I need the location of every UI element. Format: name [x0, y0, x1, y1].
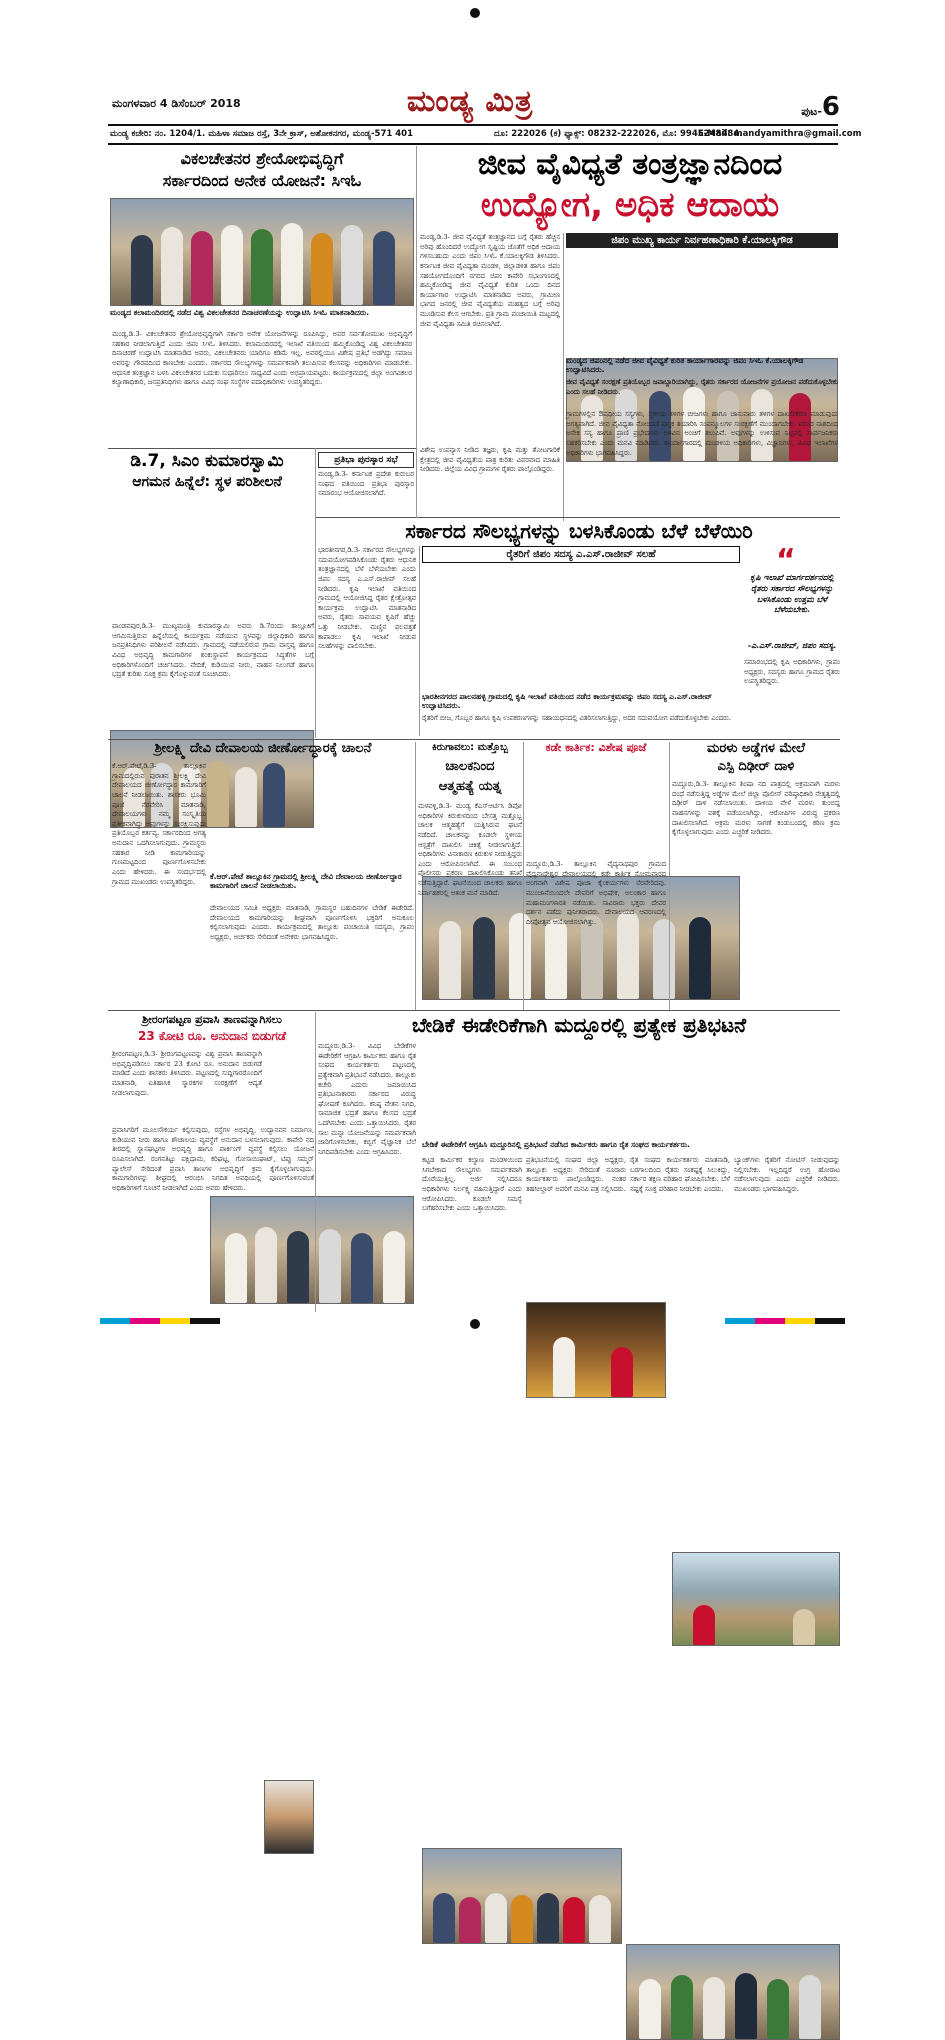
disabled-welfare-headline-1: ವಿಕಲಚೇತನರ ಶ್ರೇಯೋಭಿವೃದ್ಧಿಗೆ	[180, 149, 344, 168]
maddur-body-col1: ಮದ್ದೂರು,ಡಿ.3- ವಿವಿಧ ಬೇಡಿಕೆಗಳ ಈಡೇರಿಕೆಗೆ ಆಗ್ರಹಿಸಿ ಕಾರ್ಮಿಕರು ಹಾಗೂ ರೈತ ಸಂಘದ ಕಾರ್ಯಕರ್ತರು ಪಟ್ಟಣದಲ್ಲಿ ಪ್ರತ್ಯೇಕವಾಗಿ ಪ್ರತಿಭಟನೆ ನಡೆಸಿದರು. ತಾಲ್ಲೂಕು ಕಚೇರಿ ಎದುರು ಜಮಾಯಿಸಿದ ಪ್ರತಿಭಟನಾಕಾರರು ಸರ್ಕಾರದ ವಿರುದ್ಧ ಘೋಷಣೆ ಕೂಗಿದರು. ಕನಿಷ್ಠ ವೇತನ ನಿಗದಿ, ಸಾಮಾಜಿಕ ಭದ್ರತೆ ಹಾಗೂ ಕೆಲಸದ ಭದ್ರತೆ ಒದಗಿಸಬೇಕು ಎಂದು ಒತ್ತಾಯಿಸಿದರು. ರೈತರ ಸಾಲ ಮನ್ನಾ ಯೋಜನೆಯನ್ನು ಸಮರ್ಪಕವಾಗಿ ಜಾರಿಗೊಳಿಸಬೇಕು, ಕಬ್ಬಿಗೆ ವೈಜ್ಞಾನಿಕ ಬೆಲೆ ನಿಗದಿಪಡಿಸಬೇಕು ಎಂದು ಆಗ್ರಹಿಸಿದರು.	[318, 1042, 416, 1157]
maddur-headline: ಬೇಡಿಕೆ ಈಡೇರಿಕೆಗಾಗಿ ಮದ್ದೂರಲ್ಲಿ ಪ್ರತ್ಯೇಕ ಪ್ರತಿಭಟನೆ	[411, 1013, 747, 1037]
maddur-body-col3: ಪ್ರತಿಭಟನೆಯಲ್ಲಿ ಸಂಘದ ಜಿಲ್ಲಾ ಅಧ್ಯಕ್ಷರು, ತಾಲ್ಲೂಕು ಅಧ್ಯಕ್ಷರು ಸೇರಿದಂತೆ ನೂರಾರು ಕಾರ್ಯಕರ್ತರು ಪಾಲ್ಗೊಂಡಿದ್ದರು. ನಂತರ ತಹಸೀಲ್ದಾರ್ ಅವರಿಗೆ ಮನವಿ ಪತ್ರ ಸಲ್ಲಿಸಿದರು.	[526, 1156, 626, 1193]
maddur-caption: ಬೇಡಿಕೆ ಈಡೇರಿಕೆಗೆ ಆಗ್ರಹಿಸಿ ಮದ್ದೂರಿನಲ್ಲಿ ಪ್ರತಿಭಟನೆ ನಡೆಸಿದ ಕಾರ್ಮಿಕರು ಹಾಗೂ ರೈತ ಸಂಘದ ಕಾರ್ಯಕರ್ತರು.	[422, 1140, 690, 1149]
color-registration-bar-left	[100, 1318, 220, 1324]
biodiversity-caption: ಮಂಡ್ಯದ ಜಿಪಂನಲ್ಲಿ ನಡೆದ ಜೀವ ವೈವಿಧ್ಯತೆ ಕುರಿತ ಕಾರ್ಯಾಗಾರವನ್ನು ಜಿಪಂ ಸಿಇಓ ಕೆ.ಯಾಲಕ್ಕಿಗೌಡ ಉದ್ಘಾಟಿಸಿದರು.	[566, 356, 804, 374]
kirugavalu-headline-3: ಆತ್ಮಹತ್ಯೆ ಯತ್ನ	[438, 779, 502, 794]
cm-visit-headline-1: ಡಿ.7, ಸಿಎಂ ಕುಮಾರಸ್ವಾಮಿ	[130, 451, 284, 471]
govt-schemes-col-divider	[419, 546, 420, 736]
srirangapatna-headline-2: 23 ಕೋಟಿ ರೂ. ಅನುದಾನ ಬಿಡುಗಡೆ	[138, 1029, 286, 1043]
cm-visit-headline-2: ಆಗಮನ ಹಿನ್ನೆಲೆ: ಸ್ಥಳ ಪರಿಶೀಲನೆ	[132, 474, 282, 490]
quote-mark-icon: “	[776, 543, 796, 578]
pratibha-headline: ಪ್ರತಿಭಾ ಪುರಸ್ಕಾರ ಸಭೆ	[318, 452, 414, 468]
karthika-photo	[526, 1302, 666, 1398]
srirangapatna-headline-1: ಶ್ರೀರಂಗಪಟ್ಟಣ ಪ್ರವಾಸಿ ತಾಣವನ್ನಾಗಿಸಲು	[142, 1013, 282, 1026]
cm-visit-body: ಪಾಂಡವಪುರ,ಡಿ.3- ಮುಖ್ಯಮಂತ್ರಿ ಕುಮಾರಸ್ವಾಮಿ ಅವರು ಡಿ.7ರಂದು ತಾಲ್ಲೂಕಿಗೆ ಆಗಮಿಸುತ್ತಿರುವ ಹಿನ್ನೆಲೆಯಲ್ಲಿ ಕಾರ್ಯಕ್ರಮ ನಡೆಯುವ ಸ್ಥಳವನ್ನು ಜಿಲ್ಲಾಧಿಕಾರಿ ಹಾಗೂ ಜನಪ್ರತಿನಿಧಿಗಳು ಪರಿಶೀಲನೆ ನಡೆಸಿದರು. ಗ್ರಾಮದಲ್ಲಿ ನಡೆಯಲಿರುವ ಗ್ರಾಮ ವಾಸ್ತವ್ಯ ಹಾಗೂ ವಿವಿಧ ಅಭಿವೃದ್ಧಿ ಕಾಮಗಾರಿಗಳ ಶಂಕುಸ್ಥಾಪನೆ ಕಾರ್ಯಕ್ರಮದ ಸಿದ್ಧತೆಗಳ ಬಗ್ಗೆ ಅಧಿಕಾರಿಗಳೊಂದಿಗೆ ಚರ್ಚಿಸಿದರು. ವೇದಿಕೆ, ಕುಡಿಯುವ ನೀರು, ವಾಹನ ನಿಲುಗಡೆ ಹಾಗೂ ಭದ್ರತೆ ಕುರಿತು ಸೂಕ್ತ ಕ್ರಮ ಕೈಗೊಳ್ಳುವಂತೆ ಸೂಚಿಸಿದರು.	[112, 622, 314, 679]
masthead-logo: ಮಂಡ್ಯ ಮಿತ್ರ	[406, 84, 534, 119]
left-column-divider	[315, 448, 316, 738]
kirugavalu-headline-2: ಚಾಲಕನಿಂದ	[445, 759, 495, 774]
office-email: E-Mail: mandyamithra@gmail.com	[698, 129, 862, 139]
govt-schemes-caption: ಭಾರತೀನಗರದ ಪಾಲನಹಳ್ಳಿ ಗ್ರಾಮದಲ್ಲಿ ಕೃಷಿ ಇಲಾಖೆ ವತಿಯಿಂದ ನಡೆದ ಕಾರ್ಯಕ್ರಮವನ್ನು ಜಿಪಂ ಸದಸ್ಯ ಎ.ಎಸ್.ರಾಜೀವ್ ಉದ್ಘಾಟಿಸಿದರು.	[422, 692, 712, 710]
sand-body: ಮದ್ದೂರು,ಡಿ.3- ತಾಲ್ಲೂಕಿನ ಶಿಂಷಾ ನದಿ ಪಾತ್ರದಲ್ಲಿ ಅಕ್ರಮವಾಗಿ ಮರಳು ದಂಧೆ ನಡೆಸುತ್ತಿದ್ದ ಅಡ್ಡೆಗಳ ಮೇಲೆ ಜಿಲ್ಲಾ ಪೊಲೀಸ್ ವರಿಷ್ಠಾಧಿಕಾರಿ ನೇತೃತ್ವದಲ್ಲಿ ದಿಢೀರ್ ದಾಳಿ ನಡೆಸಲಾಯಿತು. ದಾಳಿಯ ವೇಳೆ ಮರಳು ತುಂಬಿದ್ದ ವಾಹನಗಳನ್ನು ವಶಕ್ಕೆ ಪಡೆಯಲಾಗಿದ್ದು, ಆರೋಪಿಗಳ ವಿರುದ್ಧ ಪ್ರಕರಣ ದಾಖಲಿಸಲಾಗಿದೆ. ಅಕ್ರಮ ಮರಳು ಸಾಗಣೆ ಕಂಡುಬಂದಲ್ಲಿ ಕಠಿಣ ಕ್ರಮ ಕೈಗೊಳ್ಳಲಾಗುವುದು ಎಂದು ಎಚ್ಚರಿಕೆ ನೀಡಿದರು.	[672, 780, 840, 837]
sand-headline-1: ಮರಳು ಅಡ್ಡೆಗಳ ಮೇಲೆ	[707, 741, 805, 756]
kirugavalu-body: ಮಳವಳ್ಳಿ,ಡಿ.3- ಮಂಡ್ಯ ಕೆಎಸ್ಆರ್ಟಿಸಿ ಡಿಪೋ ಅಧಿಕಾರಿಗಳ ಕಿರುಕುಳದಿಂದ ಬೇಸತ್ತ ಮತ್ತೊಬ್ಬ ಚಾಲಕ ಆತ್ಮಹತ್ಯೆಗೆ ಯತ್ನಿಸಿರುವ ಘಟನೆ ನಡೆದಿದೆ. ಚಾಲಕನನ್ನು ಕೂಡಲೇ ಸ್ಥಳೀಯ ಆಸ್ಪತ್ರೆಗೆ ದಾಖಲಿಸಿ ಚಿಕಿತ್ಸೆ ನೀಡಲಾಗುತ್ತಿದೆ. ಅಧಿಕಾರಿಗಳು ವಿನಾಕಾರಣ ಕಿರುಕುಳ ನೀಡುತ್ತಿದ್ದರು ಎಂದು ಆರೋಪಿಸಲಾಗಿದೆ. ಈ ಸಂಬಂಧ ಪೊಲೀಸರು ಪ್ರಕರಣ ದಾಖಲಿಸಿಕೊಂಡು ತನಿಖೆ ನಡೆಸುತ್ತಿದ್ದಾರೆ. ಘಟನೆಯಿಂದ ಚಾಲಕರು ಹಾಗೂ ನಿರ್ವಾಹಕರಲ್ಲಿ ಆತಂಕ ಮನೆ ಮಾಡಿದೆ.	[418, 802, 522, 897]
disabled-welfare-photo	[110, 198, 414, 306]
biodiversity-body-col2: ಜೀವ ವೈವಿಧ್ಯತೆ ಸಂರಕ್ಷಣೆ ಪ್ರತಿಯೊಬ್ಬರ ಜವಾಬ್ದಾರಿಯಾಗಿದ್ದು, ರೈತರು ಸರ್ಕಾರದ ಯೋಜನೆಗಳ ಪ್ರಯೋಜನ ಪಡೆದುಕೊಳ್ಳಬೇಕು ಎಂದು ಸಲಹೆ ನೀಡಿದರು.	[566, 378, 838, 396]
govt-schemes-pull-quote-author: -ಎ.ಎಸ್.ರಾಜೀವ್, ಜಿಪಂ ಸದಸ್ಯ.	[747, 640, 837, 650]
office-address: ಮಂಡ್ಯ ಕಚೇರಿ: ನಂ. 1204/1. ಮಹಿಳಾ ಸಮಾಜ ರಸ್ತೆ, 3ನೇ ಕ್ರಾಸ್, ಅಶೋಕನಗರ, ಮಂಡ್ಯ-571 401	[110, 129, 413, 139]
biodiversity-body-col4: ವಿಶೇಷ ಉಪನ್ಯಾಸ ನೀಡಿದ ತಜ್ಞರು, ಕೃಷಿ ಮತ್ತು ತೋಟಗಾರಿಕೆ ಕ್ಷೇತ್ರದಲ್ಲಿ ಜೀವ ವೈವಿಧ್ಯತೆಯ ಪಾತ್ರ ಕುರಿತು ವಿವರವಾದ ಮಾಹಿತಿ ನೀಡಿದರು. ಜಿಲ್ಲೆಯ ವಿವಿಧ ಗ್ರಾಮಗಳ ರೈತರು ಪಾಲ್ಗೊಂಡಿದ್ದರು.	[420, 446, 560, 474]
srirangapatna-portrait	[264, 1780, 314, 1854]
masthead-rule-bottom	[108, 143, 838, 145]
srirangapatna-body-col2: ಪ್ರವಾಸಿಗರಿಗೆ ಮೂಲಸೌಕರ್ಯ ಕಲ್ಪಿಸುವುದು, ರಸ್ತೆಗಳ ಅಭಿವೃದ್ಧಿ, ಉದ್ಯಾನವನ ನಿರ್ಮಾಣ, ಕುಡಿಯುವ ನೀರು ಹಾಗೂ ಶೌಚಾಲಯ ವ್ಯವಸ್ಥೆಗೆ ಅನುದಾನ ಬಳಸಲಾಗುವುದು. ಕಾವೇರಿ ನದಿ ತೀರದಲ್ಲಿ ಸ್ನಾನಘಟ್ಟಗಳ ಅಭಿವೃದ್ಧಿ ಹಾಗೂ ಪಾರ್ಕಿಂಗ್ ವ್ಯವಸ್ಥೆ ಕಲ್ಪಿಸಲು ಯೋಜನೆ ರೂಪಿಸಲಾಗಿದೆ. ರಂಗನತಿಟ್ಟು ಪಕ್ಷಿಧಾಮ, ಕರಿಘಟ್ಟ, ಗೋಸಾಯಿಘಾಟ್, ಟಿಪ್ಪು ಸಮ್ಮರ್ ಪ್ಯಾಲೇಸ್ ಸೇರಿದಂತೆ ಪ್ರವಾಸಿ ತಾಣಗಳ ಅಭಿವೃದ್ಧಿಗೆ ಕ್ರಮ ಕೈಗೊಳ್ಳಲಾಗುವುದು. ಕಾಮಗಾರಿಗಳನ್ನು ಶೀಘ್ರದಲ್ಲಿ ಆರಂಭಿಸಿ ನಿಗದಿತ ಅವಧಿಯಲ್ಲಿ ಪೂರ್ಣಗೊಳಿಸುವಂತೆ ಅಧಿಕಾರಿಗಳಿಗೆ ಸೂಚನೆ ನೀಡಲಾಗಿದೆ ಎಂದು ಅವರು ಹೇಳಿದರು.	[112, 1126, 314, 1192]
govt-schemes-body-col1: ಭಾರತೀನಗರ,ಡಿ.3- ಸರ್ಕಾರದ ಸೌಲಭ್ಯಗಳನ್ನು ಸದುಪಯೋಗಪಡಿಸಿಕೊಂಡು ರೈತರು ಆಧುನಿಕ ತಂತ್ರಜ್ಞಾನದಲ್ಲಿ ಬೆಳೆ ಬೆಳೆಯಬೇಕು ಎಂದು ಜಿಪಂ ಸದಸ್ಯ ಎ.ಎಸ್.ರಾಜೀವ್ ಸಲಹೆ ನೀಡಿದರು. ಕೃಷಿ ಇಲಾಖೆ ವತಿಯಿಂದ ಗ್ರಾಮದಲ್ಲಿ ಆಯೋಜಿಸಿದ್ದ ರೈತರ ಕ್ಷೇತ್ರೋತ್ಸವ ಕಾರ್ಯಕ್ರಮ ಉದ್ಘಾಟಿಸಿ ಮಾತನಾಡಿದ ಅವರು, ರೈತರು ಸಾವಯವ ಕೃಷಿಗೆ ಹೆಚ್ಚು ಒತ್ತು ನೀಡಬೇಕು. ಮಣ್ಣಿನ ಫಲವತ್ತತೆ ಕಾಪಾಡಲು ಕೃಷಿ ಇಲಾಖೆ ನೀಡುವ ಸಲಹೆಗಳನ್ನು ಪಾಲಿಸಬೇಕು.	[318, 546, 416, 651]
temple-caption: ಕೆ.ಆರ್.ಪೇಟೆ ತಾಲ್ಲೂಕಿನ ಗ್ರಾಮದಲ್ಲಿ ಶ್ರೀಲಕ್ಷ್ಮಿ ದೇವಿ ದೇವಾಲಯ ಜೀರ್ಣೋದ್ಧಾರ ಕಾಮಗಾರಿಗೆ ಚಾಲನೆ ನೀಡಲಾಯಿತು.	[210, 872, 402, 890]
biodiversity-body-col1: ಮಂಡ್ಯ,ಡಿ.3- ಜೀವ ವೈವಿಧ್ಯತೆ ತಂತ್ರಜ್ಞಾನದ ಬಗ್ಗೆ ರೈತರು ಹೆಚ್ಚಿನ ಅರಿವು ಹೊಂದಿದರೆ ಉದ್ಯೋಗ ಸೃಷ್ಟಿಯ ಜೊತೆಗೆ ಅಧಿಕ ಆದಾಯ ಗಳಿಸಬಹುದು ಎಂದು ಜಿಪಂ ಸಿಇಓ ಕೆ.ಯಾಲಕ್ಕಿಗೌಡ ತಿಳಿಸಿದರು. ಕರ್ನಾಟಕ ಜೀವ ವೈವಿಧ್ಯತಾ ಮಂಡಳಿ, ಜಿಲ್ಲಾಡಳಿತ ಹಾಗೂ ಜಿಪಂ ಸಹಯೋಗದೊಂದಿಗೆ ನಗರದ ಜಿಪಂ ಕಾವೇರಿ ಸಭಾಂಗಣದಲ್ಲಿ ಹಮ್ಮಿಕೊಂಡಿದ್ದ ಜೀವ ವೈವಿಧ್ಯತೆ ಕುರಿತ ಒಂದು ದಿನದ ಕಾರ್ಯಾಗಾರ ಉದ್ಘಾಟಿಸಿ ಮಾತನಾಡಿದ ಅವರು, ಗ್ರಾಮೀಣ ಭಾಗದ ಜನರಲ್ಲಿ ಜೀವ ವೈವಿಧ್ಯತೆಯ ಮಹತ್ವದ ಬಗ್ಗೆ ಅರಿವು ಮೂಡಿಸುವ ಕೆಲಸ ಆಗಬೇಕು. ಪ್ರತಿ ಗ್ರಾಮ ಪಂಚಾಯಿತಿ ಮಟ್ಟದಲ್ಲಿ ಜೀವ ವೈವಿಧ್ಯತಾ ಸಮಿತಿ ರಚಿಸಲಾಗಿದೆ.	[420, 233, 560, 328]
maddur-body-col4: ರೈತ ಸಂಘದ ಕಾರ್ಯಕರ್ತರು ಮಾತನಾಡಿ, ಬರಗಾಲದಿಂದ ರೈತರು ಸಂಕಷ್ಟಕ್ಕೆ ಸಿಲುಕಿದ್ದು, ಸರ್ಕಾರ ತಕ್ಷಣ ಪರಿಹಾರ ಘೋಷಿಸಬೇಕು. ಬೆಳೆ ನಷ್ಟಕ್ಕೆ ಸೂಕ್ತ ಪರಿಹಾರ ನೀಡಬೇಕು ಎಂದರು.	[630, 1156, 730, 1193]
section-rule-3	[108, 739, 840, 740]
top-column-divider	[416, 146, 417, 518]
kirugavalu-headline-1: ಕಿರುಗಾವಲು: ಮತ್ತೊಬ್ಬ	[431, 742, 508, 753]
registration-mark-top	[470, 8, 480, 18]
maddur-body-col2: ಕಟ್ಟಡ ಕಾರ್ಮಿಕರ ಕಲ್ಯಾಣ ಮಂಡಳಿಯಿಂದ ಸಿಗಬೇಕಾದ ಸೌಲಭ್ಯಗಳು ಸಮರ್ಪಕವಾಗಿ ದೊರೆಯುತ್ತಿಲ್ಲ. ಅರ್ಜಿ ಸಲ್ಲಿಸಿದರೂ ಅಧಿಕಾರಿಗಳು ನಿರ್ಲಕ್ಷ್ಯ ವಹಿಸುತ್ತಿದ್ದಾರೆ ಎಂದು ಆರೋಪಿಸಿದರು. ಕೂಡಲೇ ಸಮಸ್ಯೆ ಬಗೆಹರಿಸಬೇಕು ಎಂದು ಒತ್ತಾಯಿಸಿದರು.	[422, 1156, 522, 1213]
disabled-welfare-body: ಮಂಡ್ಯ,ಡಿ.3- ವಿಕಲಚೇತನರ ಶ್ರೇಯೋಭಿವೃದ್ಧಿಗಾಗಿ ಸರ್ಕಾರ ಅನೇಕ ಯೋಜನೆಗಳನ್ನು ರೂಪಿಸಿದ್ದು, ಅವರ ಸರ್ವತೋಮುಖ ಅಭಿವೃದ್ಧಿಗೆ ಸಹಕಾರ ನೀಡಲಾಗುತ್ತಿದೆ ಎಂದು ಜಿಪಂ ಸಿಇಓ ತಿಳಿಸಿದರು. ಕಲಾಮಂದಿರದಲ್ಲಿ ಇಲಾಖೆ ವತಿಯಿಂದ ಹಮ್ಮಿಕೊಂಡಿದ್ದ ವಿಶ್ವ ವಿಕಲಚೇತನರ ದಿನಾಚರಣೆ ಉದ್ಘಾಟಿಸಿ ಮಾತನಾಡಿದ ಅವರು, ವಿಕಲಚೇತನರು ಯಾರಿಗೂ ಕಡಿಮೆ ಇಲ್ಲ. ಅವರಲ್ಲಿಯೂ ವಿಶೇಷ ಪ್ರತಿಭೆ ಅಡಗಿದ್ದು ಸಮಾಜ ಅವರನ್ನು ಗೌರವದಿಂದ ಕಾಣಬೇಕು ಎಂದರು. ಸರ್ಕಾರದ ಸೌಲಭ್ಯಗಳನ್ನು ಸಮರ್ಪಕವಾಗಿ ತಲುಪಿಸುವ ಕೆಲಸವನ್ನು ಅಧಿಕಾರಿಗಳು ಮಾಡಬೇಕು. ಆಧುನಿಕ ತಂತ್ರಜ್ಞಾನ ಬಳಸಿ ವಿಕಲಚೇತನರ ಬದುಕು ಸುಧಾರಿಸಲು ಸಾಧ್ಯವಿದೆ ಎಂದು ಅಭಿಪ್ರಾಯಪಟ್ಟರು. ಕಾರ್ಯಕ್ರಮದಲ್ಲಿ ಜಿಲ್ಲಾ ಅಂಗವಿಕಲರ ಕಲ್ಯಾಣಾಧಿಕಾರಿ, ಜನಪ್ರತಿನಿಧಿಗಳು ಹಾಗೂ ವಿವಿಧ ಸಂಘ ಸಂಸ್ಥೆಗಳ ಪದಾಧಿಕಾರಿಗಳು ಉಪಸ್ಥಿತರಿದ್ದರು.	[112, 330, 412, 387]
office-phone: ದೂ: 222026 (ಕ) ಫ್ಯಾಕ್ಸ್: 08232-222026, ಮೊ: 9945248484.	[494, 129, 743, 139]
disabled-welfare-headline-2: ಸರ್ಕಾರದಿಂದ ಅನೇಕ ಯೋಜನೆ: ಸಿಇಓ	[162, 171, 362, 190]
color-registration-bar-right	[725, 1318, 845, 1324]
temple-body-col1: ಕೆ.ಆರ್.ಪೇಟೆ,ಡಿ.3- ತಾಲ್ಲೂಕಿನ ಗ್ರಾಮದಲ್ಲಿರುವ ಪುರಾತನ ಶ್ರೀಲಕ್ಷ್ಮಿ ದೇವಿ ದೇವಾಲಯದ ಜೀರ್ಣೋದ್ಧಾರ ಕಾಮಗಾರಿಗೆ ಚಾಲನೆ ನೀಡಲಾಯಿತು. ಶಾಸಕರು ಭೂಮಿ ಪೂಜೆ ನೆರವೇರಿಸಿ ಮಾತನಾಡಿ, ದೇವಾಲಯಗಳು ನಮ್ಮ ಸಂಸ್ಕೃತಿಯ ಪ್ರತೀಕವಾಗಿದ್ದು ಅವುಗಳನ್ನು ಸಂರಕ್ಷಿಸುವುದು ಪ್ರತಿಯೊಬ್ಬರ ಕರ್ತವ್ಯ. ಸರ್ಕಾರದಿಂದ ಅಗತ್ಯ ಅನುದಾನ ಒದಗಿಸಲಾಗುವುದು. ಗ್ರಾಮಸ್ಥರು ಸಹಕಾರ ನೀಡಿ ಕಾಮಗಾರಿಯನ್ನು ಗುಣಮಟ್ಟದಿಂದ ಪೂರ್ಣಗೊಳಿಸಬೇಕು ಎಂದು ಹೇಳಿದರು. ಈ ಸಂದರ್ಭದಲ್ಲಿ ಗ್ರಾಮದ ಮುಖಂಡರು ಉಪಸ್ಥಿತರಿದ್ದರು.	[112, 762, 206, 886]
karthika-body: ಮದ್ದೂರು,ಡಿ.3- ತಾಲ್ಲೂಕಿನ ವೈದ್ಯನಾಥಪುರ ಗ್ರಾಮದ ವೈದ್ಯನಾಥೇಶ್ವರ ದೇವಾಲಯದಲ್ಲಿ ಕಡೇ ಕಾರ್ತಿಕ ಸೋಮವಾರದ ಅಂಗವಾಗಿ ವಿಶೇಷ ಪೂಜಾ ಕೈಂಕರ್ಯಗಳು ನೆರವೇರಿದವು. ಮುಂಜಾನೆಯಿಂದಲೇ ದೇವರಿಗೆ ಅಭಿಷೇಕ, ಅಲಂಕಾರ ಹಾಗೂ ಮಹಾಮಂಗಳಾರತಿ ನಡೆಯಿತು. ಸಾವಿರಾರು ಭಕ್ತರು ದೇವರ ದರ್ಶನ ಪಡೆದು ಪುನೀತರಾದರು. ದೇವಾಲಯದ ಆವರಣದಲ್ಲಿ ದೀಪೋತ್ಸವ ಆಯೋಜಿಸಲಾಗಿತ್ತು.	[526, 860, 666, 926]
temple-headline: ಶ್ರೀಲಕ್ಷ್ಮಿ ದೇವಿ ದೇವಾಲಯ ಜೀರ್ಣೋದ್ಧಾರಕ್ಕೆ ಚಾಲನೆ	[154, 741, 372, 756]
biodiversity-headline-1: ಜೀವ ವೈವಿಧ್ಯತೆ ತಂತ್ರಜ್ಞಾನದಿಂದ	[477, 147, 783, 182]
karthika-headline: ಕಡೇ ಕಾರ್ತಿಕ: ವಿಶೇಷ ಪೂಜೆ	[545, 741, 647, 754]
sand-headline-2: ಎಸ್ಪಿ ದಿಢೀರ್ ದಾಳಿ	[717, 759, 795, 774]
maddur-body-col5: ಬ್ಯಾಂಕ್‌ಗಳು ರೈತರಿಗೆ ನೋಟಿಸ್ ನೀಡುವುದನ್ನು ನಿಲ್ಲಿಸಬೇಕು. ಇಲ್ಲದಿದ್ದರೆ ಉಗ್ರ ಹೋರಾಟ ನಡೆಸಲಾಗುವುದು ಎಂದು ಎಚ್ಚರಿಕೆ ನೀಡಿದರು. ಮುಖಂಡರು ಭಾಗವಹಿಸಿದ್ದರು.	[734, 1156, 840, 1193]
issue-date: ಮಂಗಳವಾರ 4 ಡಿಸೆಂಬರ್ 2018	[112, 97, 241, 110]
bottom-mid-divider-3	[669, 742, 670, 1010]
pratibha-body: ಮಂಡ್ಯ,ಡಿ.3- ಕರ್ನಾಟಕ ಪ್ರದೇಶ ಕುರುಬರ ಸಂಘದ ವತಿಯಿಂದ ಪ್ರತಿಭಾ ಪುರಸ್ಕಾರ ಸಮಾರಂಭ ಆಯೋಜಿಸಲಾಗಿದೆ.	[318, 470, 414, 498]
bottom-mid-divider-1	[415, 742, 416, 1010]
sand-photo	[672, 1552, 840, 1646]
govt-schemes-headline: ಸರ್ಕಾರದ ಸೌಲಭ್ಯಗಳನ್ನು ಬಳಸಿಕೊಂಡು ಬೆಳೆ ಬೆಳೆಯಿರಿ	[405, 519, 753, 543]
biodiversity-subhead: ಜಿಪಂ ಮುಖ್ಯ ಕಾರ್ಯ ನಿರ್ವಹಣಾಧಿಕಾರಿ ಕೆ.ಯಾಲಕ್ಕಿಗೌಡ	[566, 233, 838, 248]
bottom-mid-divider-2	[523, 742, 524, 1010]
page-number: 6	[821, 92, 840, 122]
section-rule-2	[316, 517, 840, 518]
maddur-photo-2	[626, 1944, 840, 2040]
govt-schemes-pull-quote: ಕೃಷಿ ಇಲಾಖೆ ಮಾರ್ಗದರ್ಶನದಲ್ಲಿ ರೈತರು ಸರ್ಕಾರದ ಸೌಲಭ್ಯಗಳನ್ನು ಬಳಸಿಕೊಂಡು ಉತ್ತಮ ಬೆಳೆ ಬೆಳೆಯಬೇಕು.	[750, 572, 834, 615]
disabled-welfare-caption: ಮಂಡ್ಯದ ಕಲಾಮಂದಿರದಲ್ಲಿ ನಡೆದ ವಿಶ್ವ ವಿಕಲಚೇತನರ ದಿನಾಚರಣೆಯನ್ನು ಉದ್ಘಾಟಿಸಿ ಸಿಇಓ ಮಾತನಾಡಿದರು.	[110, 308, 370, 317]
page-number-block	[770, 92, 840, 122]
page-prefix: ಪುಟ-	[801, 105, 822, 118]
biodiversity-col-divider	[563, 233, 564, 521]
biodiversity-body-col3: ಗ್ರಾಮಗಳಲ್ಲಿನ ಔಷಧೀಯ ಸಸ್ಯಗಳು, ಸ್ಥಳೀಯ ತಳಿಗಳ ಬೀಜಗಳು ಹಾಗೂ ಜಾನುವಾರು ತಳಿಗಳ ದಾಖಲೀಕರಣ ಮಾಡುವುದು ಅಗತ್ಯವಾಗಿದೆ. ಜೀವ ವೈವಿಧ್ಯತಾ ನೋಂದಣಿ ಪುಸ್ತಕ ತಯಾರಿಸಿ ಸಂಪನ್ಮೂಲಗಳ ಸಂರಕ್ಷಣೆಗೆ ಮುಂದಾಗಬೇಕು. ಪರಿಸರ ನಾಶದಿಂದ ಅನೇಕ ಸಸ್ಯ ಹಾಗೂ ಪ್ರಾಣಿ ಪ್ರಭೇದಗಳು ಅಳಿವಿನ ಅಂಚಿಗೆ ತಲುಪಿವೆ. ಅವುಗಳನ್ನು ಉಳಿಸುವ ನಿಟ್ಟಿನಲ್ಲಿ ಸಾರ್ವಜನಿಕರು ಸಹಕರಿಸಬೇಕು ಎಂದು ಮನವಿ ಮಾಡಿದರು. ಕಾರ್ಯಾಗಾರದಲ್ಲಿ ಮಂಡಳಿಯ ಅಧಿಕಾರಿಗಳು, ವಿಜ್ಞಾನಿಗಳು, ವಿವಿಧ ಇಲಾಖೆಗಳ ಅಧಿಕಾರಿಗಳು ಭಾಗವಹಿಸಿದ್ದರು.	[566, 410, 838, 457]
srirangapatna-body-col1: ಶ್ರೀರಂಗಪಟ್ಟಣ,ಡಿ.3- ಶ್ರೀರಂಗಪಟ್ಟಣವನ್ನು ವಿಶ್ವ ಪ್ರವಾಸಿ ತಾಣವನ್ನಾಗಿ ಅಭಿವೃದ್ಧಿಪಡಿಸಲು ಸರ್ಕಾರ 23 ಕೋಟಿ ರೂ. ಅನುದಾನ ಬಿಡುಗಡೆ ಮಾಡಿದೆ ಎಂದು ಶಾಸಕರು ತಿಳಿಸಿದರು. ಪಟ್ಟಣದಲ್ಲಿ ಸುದ್ದಿಗಾರರೊಂದಿಗೆ ಮಾತನಾಡಿ, ಐತಿಹಾಸಿಕ ಸ್ಮಾರಕಗಳ ಸಂರಕ್ಷಣೆಗೆ ಆದ್ಯತೆ ನೀಡಲಾಗುವುದು.	[112, 1050, 262, 1097]
govt-schemes-body-col2: ರೈತರಿಗೆ ಬೀಜ, ಗೊಬ್ಬರ ಹಾಗೂ ಕೃಷಿ ಉಪಕರಣಗಳನ್ನು ಸಹಾಯಧನದಲ್ಲಿ ವಿತರಿಸಲಾಗುತ್ತಿದ್ದು, ಅದರ ಸದುಪಯೋಗ ಪಡೆದುಕೊಳ್ಳಬೇಕು ಎಂದರು.	[422, 714, 731, 722]
bottom-left-divider	[315, 1012, 316, 1312]
masthead-rule-top	[108, 124, 838, 126]
maddur-photo-1	[422, 1848, 622, 1944]
section-rule-4	[108, 1010, 840, 1011]
biodiversity-headline-2: ಉದ್ಯೋಗ, ಅಧಿಕ ಆದಾಯ	[480, 185, 780, 225]
govt-schemes-body-col3: ಸಮಾರಂಭದಲ್ಲಿ ಕೃಷಿ ಅಧಿಕಾರಿಗಳು, ಗ್ರಾಪಂ ಅಧ್ಯಕ್ಷರು, ಸದಸ್ಯರು ಹಾಗೂ ಗ್ರಾಮದ ರೈತರು ಉಪಸ್ಥಿತರಿದ್ದರು.	[744, 658, 840, 686]
govt-schemes-subhead: ರೈತರಿಗೆ ಜಿಪಂ ಸದಸ್ಯ ಎ.ಎಸ್.ರಾಜೀವ್ ಸಲಹೆ	[422, 546, 740, 563]
section-rule-1	[108, 448, 416, 449]
temple-body-col2: ದೇವಾಲಯದ ಸಮಿತಿ ಅಧ್ಯಕ್ಷರು ಮಾತನಾಡಿ, ಗ್ರಾಮಸ್ಥರ ಬಹುದಿನಗಳ ಬೇಡಿಕೆ ಈಡೇರಿದೆ. ದೇವಾಲಯದ ಕಾಮಗಾರಿಯನ್ನು ಶೀಘ್ರವಾಗಿ ಪೂರ್ಣಗೊಳಿಸಿ ಭಕ್ತರಿಗೆ ಅನುಕೂಲ ಕಲ್ಪಿಸಲಾಗುವುದು ಎಂದರು. ಕಾರ್ಯಕ್ರಮದಲ್ಲಿ ತಾಲ್ಲೂಕು ಪಂಚಾಯಿತಿ ಸದಸ್ಯರು, ಗ್ರಾಪಂ ಅಧ್ಯಕ್ಷರು, ಅರ್ಚಕರು ಸೇರಿದಂತೆ ಅನೇಕರು ಭಾಗವಹಿಸಿದ್ದರು.	[210, 904, 414, 941]
registration-mark-bottom	[470, 1319, 480, 1329]
